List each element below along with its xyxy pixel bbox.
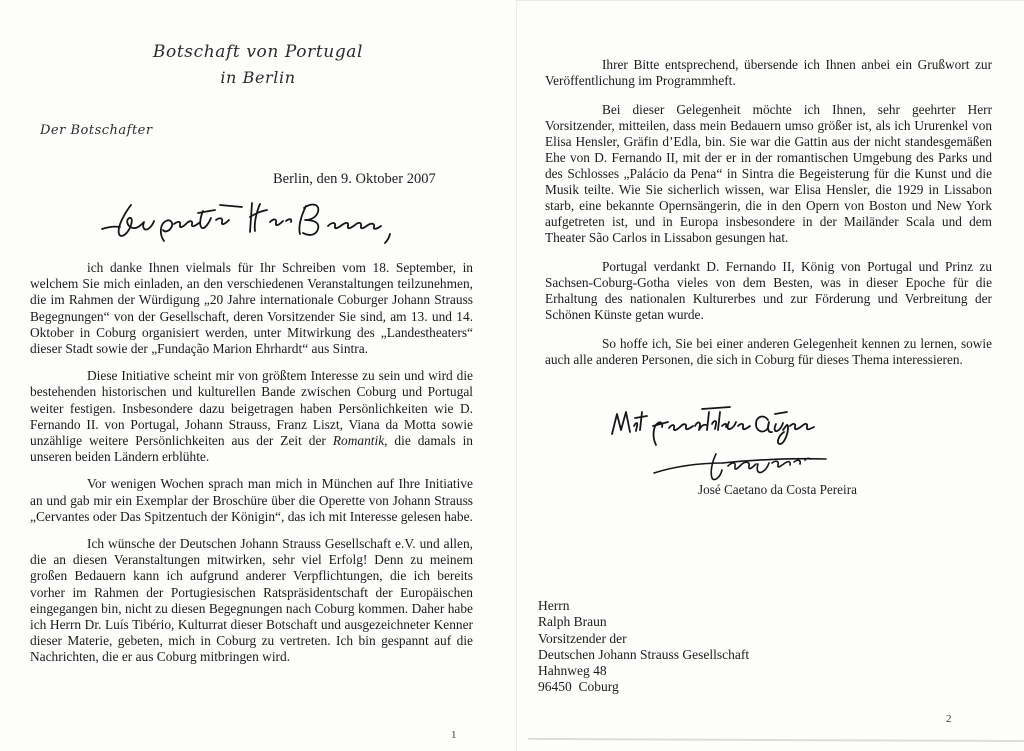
page-seam — [516, 0, 517, 751]
paragraph: ich danke Ihnen vielmals für Ihr Schreiben vom 18. September, in welchem Sie mich einladen, an den verschiedenen Veranstaltungen teilzunehmen, die im Rahmen der Würdigung „20 Jahre internationale Coburger Johann Strauss Begegnungen“ von der Gesellschaft, deren Vorsitzender Sie sind, am 13. und 14. Oktober in Coburg organisiert werden, unter Mitwirkung des „Landestheaters“ dieser Stadt sowie der „Fundação Marion Ehrhardt“ aus Sintra. — [30, 260, 473, 357]
paragraph: So hoffe ich, Sie bei einer anderen Gelegenheit kennen zu lernen, sowie auch alle anderen Personen, die sich in Coburg für dieses Thema interessieren. — [545, 336, 992, 367]
dateline: Berlin, den 9. Oktober 2007 — [273, 171, 436, 187]
letterhead-line-1: Botschaft von Portugal — [152, 42, 364, 62]
recipient-line: 96450 Coburg — [538, 679, 619, 695]
signature-name: José Caetano da Costa Pereira — [698, 482, 857, 497]
paragraph: Bei dieser Gelegenheit möchte ich Ihnen, sehr geehrter Herr Vorsitzender, mitteilen, dass mein Bedauern umso größer ist, als ich Ururenkel von Elisa Hensler, Gräfin d’Edla, bin. Sie war die Gattin aus der nicht standesgemäßen Ehe von D. Fernando II, mit der er in der romantischen Umgebung des Parks und des Schlosses „Palácio da Pena“ in Sintra die Begeisterung für die Kunst und die Musik teilte. Wie Sie sicherlich wissen, war Elisa Hensler, die 1929 in Lissabon starb, eine bekannte Opernsängerin, die in den Opern von Boston und New York aufgetreten ist, und in Europa insbesondere in der Mailänder Scala und dem Theater São Carlos in Lissabon gesungen hat. — [545, 102, 992, 245]
recipient-line: Deutschen Johann Strauss Gesellschaft — [538, 646, 750, 662]
paragraph: Vor wenigen Wochen sprach man mich in München auf Ihre Initiative an und gab mir ein Exemplar der Broschüre über die Operette von Johann Strauss „Cervantes oder Das Spitzentuch der Königin“, das ich mit Interesse gelesen habe. — [30, 476, 473, 524]
scan-edge-top — [517, 0, 1024, 1]
italic-term: Romantik — [332, 433, 385, 449]
recipient-line: Herrn — [538, 598, 570, 613]
handwritten-signature — [652, 447, 837, 483]
scan-edge-bottom — [528, 738, 1024, 742]
paragraph: Ihrer Bitte entsprechend, übersende ich Ihnen anbei ein Grußwort zur Veröffentlichung im Programmheft. — [545, 57, 992, 88]
handwritten-salutation — [100, 196, 410, 246]
paragraph: Ich wünsche der Deutschen Johann Strauss Gesellschaft e.V. und allen, die an diesen Veranstaltungen mitwirken, sehr viel Erfolg! Denn zu meinem großen Bedauern kann ich aufgrund anderer Verpflichtungen, die ich bereits vorher im Rahmen der Portugiesischen Ratspräsidentschaft der Europäischen eingegangen bin, nicht zu diesen Begegnungen nach Coburg kommen. Daher habe ich Herrn Dr. Luís Tibério, Kulturrat dieser Botschaft und ausgezeichneter Kenner dieser Materie, gebeten, mich in Coburg zu vertreten. Ich bin gespannt auf die Nachrichten, die er aus Coburg mitbringen wird. — [30, 536, 473, 665]
paragraph — [30, 368, 473, 465]
recipient-line: Ralph Braun — [538, 614, 607, 630]
recipient-line: Hahnweg 48 — [538, 663, 607, 679]
handwritten-closing — [608, 401, 833, 447]
letterhead-line-2: in Berlin — [220, 68, 296, 87]
letter-body-page-2 — [545, 57, 992, 381]
page-number-1: 1 — [451, 729, 457, 741]
sender-title: Der Botschafter — [40, 123, 153, 138]
recipient-line: Vorsitzender der — [538, 630, 627, 646]
paragraph-text: Diese Initiative scheint mir von größtem Interesse zu sein und wird die bestehenden historischen und kulturellen Bande zwischen Coburg und Portugal weiter festigen. Insbesondere dazu beigetragen haben Persönlichkeiten wie D. Fernando II. von Portugal, Johann Strauss, Franz Liszt, Viana da Motta sowie unzählige weitere Persönlichkeiten aus der Zeit der — [30, 368, 473, 449]
recipient-address — [538, 598, 749, 696]
letterhead — [128, 42, 388, 87]
paragraph-text: , die damals in unseren beiden Ländern erblühte. — [30, 433, 473, 465]
paragraph: Portugal verdankt D. Fernando II, König von Portugal und Prinz zu Sachsen-Coburg-Gotha vieles von dem Besten, was in dieser Epoche für die Erhaltung des nationalen Kulturerbes und zur Förderung und Verbreitung der Schönen Künste getan wurde. — [545, 259, 992, 322]
letter-body-page-1 — [30, 260, 473, 677]
page-number-2: 2 — [946, 713, 952, 725]
